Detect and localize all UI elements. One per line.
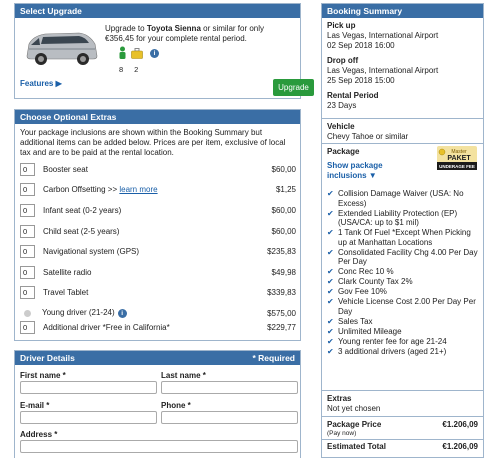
extra-name: Infant seat (0-2 years) — [43, 205, 122, 215]
upgrade-button[interactable]: Upgrade — [273, 79, 314, 96]
inclusion-item — [327, 287, 478, 297]
inclusion-text: Sales Tax — [338, 316, 373, 326]
extra-name-text: Carbon Offsetting >> — [43, 184, 120, 194]
vehicle-label: Vehicle — [327, 122, 355, 131]
vehicle-block — [322, 119, 483, 144]
extra-price: $1,25 — [275, 184, 296, 194]
pickup-label: Pick up — [327, 21, 356, 30]
extra-price: $339,83 — [267, 287, 296, 297]
extra-price: $229,77 — [267, 322, 296, 332]
package-label: Package — [327, 147, 360, 156]
extra-row-carbon-offsetting — [20, 182, 296, 196]
inclusion-item — [327, 189, 478, 208]
extra-name — [42, 308, 267, 317]
check-icon: ✔ — [327, 287, 334, 296]
inclusion-text: Vehicle License Cost 2.00 Per Day Per Day — [338, 297, 476, 316]
badge-line1: Master — [451, 149, 467, 155]
show-inclusions-link[interactable]: Show package inclusions ▼ — [327, 161, 383, 180]
address-input[interactable] — [20, 440, 298, 453]
bag-count: 2 — [134, 65, 139, 74]
inclusion-item — [327, 297, 478, 316]
qty-input[interactable]: 0 — [20, 286, 35, 299]
price-block — [322, 417, 483, 455]
upgrade-icons — [118, 46, 159, 60]
summary-header — [322, 4, 483, 18]
inclusion-text: Conc Rec 10 % — [338, 267, 394, 276]
extra-name — [43, 185, 276, 194]
inclusion-text: Gov Fee 10% — [338, 287, 387, 296]
dropoff-label: Drop off — [327, 56, 359, 65]
inclusion-item — [327, 248, 478, 267]
qty-input[interactable]: 0 — [20, 225, 35, 238]
young-driver-toggle[interactable] — [24, 310, 31, 317]
inclusion-item — [327, 327, 478, 337]
extra-price: $60,00 — [271, 205, 296, 215]
rental-details — [322, 18, 483, 119]
driver-panel — [14, 350, 301, 458]
check-icon: ✔ — [327, 346, 334, 356]
period-label: Rental Period — [327, 91, 379, 100]
dropoff-location: Las Vegas, International Airport — [327, 66, 439, 75]
extras-summary-value: Not yet chosen — [327, 404, 381, 413]
inclusion-item — [327, 228, 478, 247]
inclusion-text: Young renter fee for age 21-24 — [338, 336, 447, 346]
extra-row-satellite-radio — [20, 265, 296, 279]
extra-row-infant-seat — [20, 203, 296, 217]
extra-name: Additional driver *Free in California* — [43, 322, 170, 332]
extra-row-gps — [20, 244, 296, 258]
extra-price: $49,98 — [271, 267, 296, 277]
extra-name: Satellite radio — [43, 267, 92, 277]
package-price-label: Package Price — [327, 420, 382, 429]
check-icon: ✔ — [327, 326, 334, 336]
inclusions-list — [327, 189, 478, 356]
pickup-location: Las Vegas, International Airport — [327, 31, 439, 40]
check-icon: ✔ — [327, 208, 334, 218]
inclusion-item — [327, 337, 478, 347]
check-icon: ✔ — [327, 297, 334, 306]
package-price-row — [327, 420, 478, 430]
estimated-total-row — [322, 439, 483, 452]
dropoff-date: 25 Sep 2018 15:00 — [327, 76, 395, 85]
upgrade-header — [15, 4, 300, 18]
check-icon: ✔ — [327, 267, 334, 276]
extra-price: $60,00 — [271, 164, 296, 174]
check-icon: ✔ — [327, 316, 334, 326]
minivan-image — [21, 26, 101, 68]
extras-panel — [14, 109, 301, 341]
upgrade-panel — [14, 3, 309, 99]
badge-line3: UNDERAGE FEE — [439, 164, 475, 169]
upgrade-description — [105, 24, 295, 44]
inclusion-text: Unlimited Mileage — [338, 326, 402, 336]
inclusion-item — [327, 317, 478, 327]
extra-row-child-seat — [20, 224, 296, 238]
package-price-value: €1.206,09 — [442, 420, 478, 429]
first-name-label: First name * — [20, 371, 66, 380]
estimated-total-label: Estimated Total — [327, 442, 386, 451]
upgrade-counts — [119, 65, 138, 74]
extras-title: Choose Optional Extras — [20, 112, 117, 122]
last-name-input[interactable] — [161, 381, 298, 394]
qty-input[interactable]: 0 — [20, 266, 35, 279]
features-link[interactable]: Features ▶ — [20, 79, 62, 88]
required-note: * Required — [252, 353, 295, 363]
package-block — [322, 144, 483, 391]
pay-now-note: (Pay now) — [327, 430, 357, 437]
extra-name: Booster seat — [43, 164, 88, 174]
upgrade-car-name: Toyota Sienna — [146, 24, 201, 33]
pickup-date: 02 Sep 2018 16:00 — [327, 41, 395, 50]
badge-line2: PAKET — [447, 155, 471, 162]
extra-row-travel-tablet — [20, 285, 296, 299]
phone-input[interactable] — [161, 411, 298, 424]
inclusion-text: 3 additional drivers (aged 21+) — [338, 346, 447, 356]
phone-label: Phone * — [161, 401, 191, 410]
check-icon: ✔ — [327, 277, 334, 286]
passenger-count: 8 — [119, 65, 124, 74]
inclusion-item — [327, 267, 478, 277]
estimated-total-value: €1.206,09 — [442, 442, 478, 451]
check-icon: ✔ — [327, 336, 334, 346]
suitcase-icon — [131, 48, 143, 59]
inclusion-text: Consolidated Facility Chg 4.00 Per Day Per Day — [338, 247, 478, 266]
qty-input[interactable]: 0 — [20, 183, 35, 196]
upgrade-text-suffix: or similar for only €356,45 for your complete rental period. — [105, 24, 265, 43]
vehicle-value: Chevy Tahoe or similar — [327, 132, 409, 141]
extra-price: $60,00 — [271, 226, 296, 236]
master-paket-badge — [437, 146, 477, 170]
info-icon[interactable]: i — [150, 49, 159, 58]
extra-name: Navigational system (GPS) — [43, 246, 140, 256]
extra-price: $235,83 — [267, 246, 296, 256]
period-value: 23 Days — [327, 101, 357, 110]
extras-summary-label: Extras — [327, 394, 352, 403]
summary-title: Booking Summary — [327, 6, 403, 16]
extra-name-text: Young driver (21-24) — [42, 308, 115, 318]
inclusion-text: Clark County Tax 2% — [338, 277, 413, 286]
qty-input[interactable]: 0 — [20, 163, 35, 176]
extras-intro: Your package inclusions are shown within the Booking Summary but additional items can be added below. Prices are per item, exclusive of local tax and are to be paid at the rental location. — [20, 128, 286, 157]
extra-row-booster-seat — [20, 162, 296, 176]
upgrade-text-prefix: Upgrade to — [105, 24, 147, 33]
inclusion-text: Collision Damage Waiver (USA: No Excess) — [338, 189, 464, 208]
qty-input[interactable]: 0 — [20, 321, 35, 334]
check-icon: ✔ — [327, 189, 334, 198]
extras-summary-block — [322, 391, 483, 417]
qty-input[interactable]: 0 — [20, 204, 35, 217]
address-label: Address * — [20, 430, 58, 439]
email-label: E-mail * — [20, 401, 50, 410]
driver-header — [15, 351, 300, 365]
inclusion-text: 1 Tank Of Fuel *Except When Picking up at Manhattan Locations — [338, 228, 471, 247]
extra-row-young-driver — [20, 306, 296, 320]
qty-input[interactable]: 0 — [20, 245, 35, 258]
check-icon: ✔ — [327, 228, 334, 237]
inclusion-item — [327, 277, 478, 287]
extra-row-additional-driver — [20, 320, 296, 334]
last-name-label: Last name * — [161, 371, 206, 380]
extra-price: $575,00 — [267, 308, 296, 318]
extras-header — [15, 110, 300, 124]
inclusion-item — [327, 209, 478, 228]
extra-name: Travel Tablet — [43, 287, 89, 297]
person-icon — [118, 46, 127, 60]
check-icon: ✔ — [327, 247, 334, 257]
learn-more-link[interactable]: learn more — [119, 184, 158, 194]
email-input[interactable] — [20, 411, 157, 424]
driver-title: Driver Details — [20, 353, 75, 363]
inclusion-item — [327, 347, 478, 357]
extra-name: Child seat (2-5 years) — [43, 226, 120, 236]
upgrade-title: Select Upgrade — [20, 6, 82, 16]
info-icon[interactable]: i — [118, 309, 127, 318]
booking-summary-panel — [321, 3, 484, 458]
first-name-input[interactable] — [20, 381, 157, 394]
inclusion-text: Extended Liability Protection (EP) (USA/CA: up to $1 mil) — [338, 208, 458, 227]
